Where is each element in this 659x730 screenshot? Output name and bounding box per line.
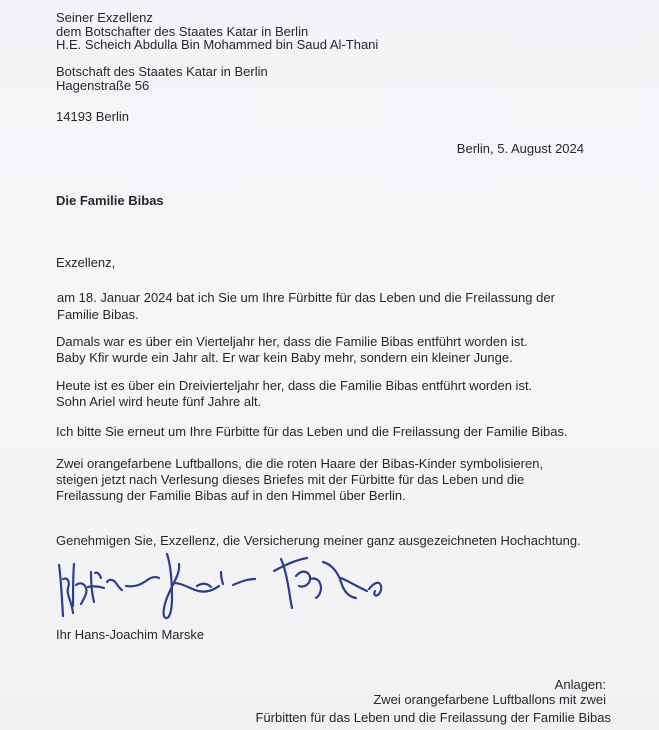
closing-line: Genehmigen Sie, Exzellenz, die Versicherung meiner ganz ausgezeichneten Hochachtung. [56, 533, 581, 548]
letter-date: Berlin, 5. August 2024 [456, 141, 584, 156]
paragraph-5-line-1: Zwei orangefarbene Luftballons, die die roten Haare der Bibas-Kinder symbolisieren, [56, 456, 544, 471]
signature-image [55, 548, 395, 626]
paragraph-1-line-2: Familie Bibas. [57, 307, 139, 322]
paragraph-3-line-2: Sohn Ariel wird heute fünf Jahre alt. [56, 394, 262, 409]
paragraph-4-line-1: Ich bitte Sie erneut um Ihre Fürbitte für das Leben und die Freilassung der Familie Bibas. [56, 424, 568, 439]
paragraph-5-line-2: steigen jetzt nach Verlesung dieses Briefes mit der Fürbitte für das Leben und die [56, 472, 525, 487]
attachments-line-2: Fürbitten für das Leben und die Freilassung der Familie Bibas [255, 710, 611, 725]
recipient-line-1: Seiner Exzellenz [56, 10, 153, 25]
attachments-line-1: Zwei orangefarbene Luftballons mit zwei [373, 692, 606, 707]
address-line-1: Botschaft des Staates Katar in Berlin [56, 64, 268, 79]
salutation: Exzellenz, [56, 255, 116, 270]
recipient-line-2: dem Botschafter des Staates Katar in Berlin [56, 24, 309, 39]
paragraph-3-line-1: Heute ist es über ein Dreivierteljahr her, dass die Familie Bibas entführt worden ist. [56, 378, 533, 393]
letter-subject: Die Familie Bibas [56, 193, 164, 208]
sender-name: Ihr Hans-Joachim Marske [56, 627, 205, 642]
paragraph-5-line-3: Freilassung der Familie Bibas auf in den Himmel über Berlin. [56, 488, 406, 503]
paragraph-2-line-1: Damals war es über ein Vierteljahr her, dass die Familie Bibas entführt worden ist. [56, 334, 528, 349]
recipient-line-3: H.E. Scheich Abdulla Bin Mohammed bin Saud Al-Thani [56, 37, 379, 52]
paragraph-1-line-1: am 18. Januar 2024 bat ich Sie um Ihre Fürbitte für das Leben und die Freilassung der [57, 290, 555, 305]
attachments-label: Anlagen: [554, 677, 606, 692]
paragraph-2-line-2: Baby Kfir wurde ein Jahr alt. Er war kein Baby mehr, sondern ein kleiner Junge. [56, 350, 513, 365]
address-line-3: 14193 Berlin [56, 109, 129, 124]
address-line-2: Hagenstraße 56 [56, 78, 150, 93]
